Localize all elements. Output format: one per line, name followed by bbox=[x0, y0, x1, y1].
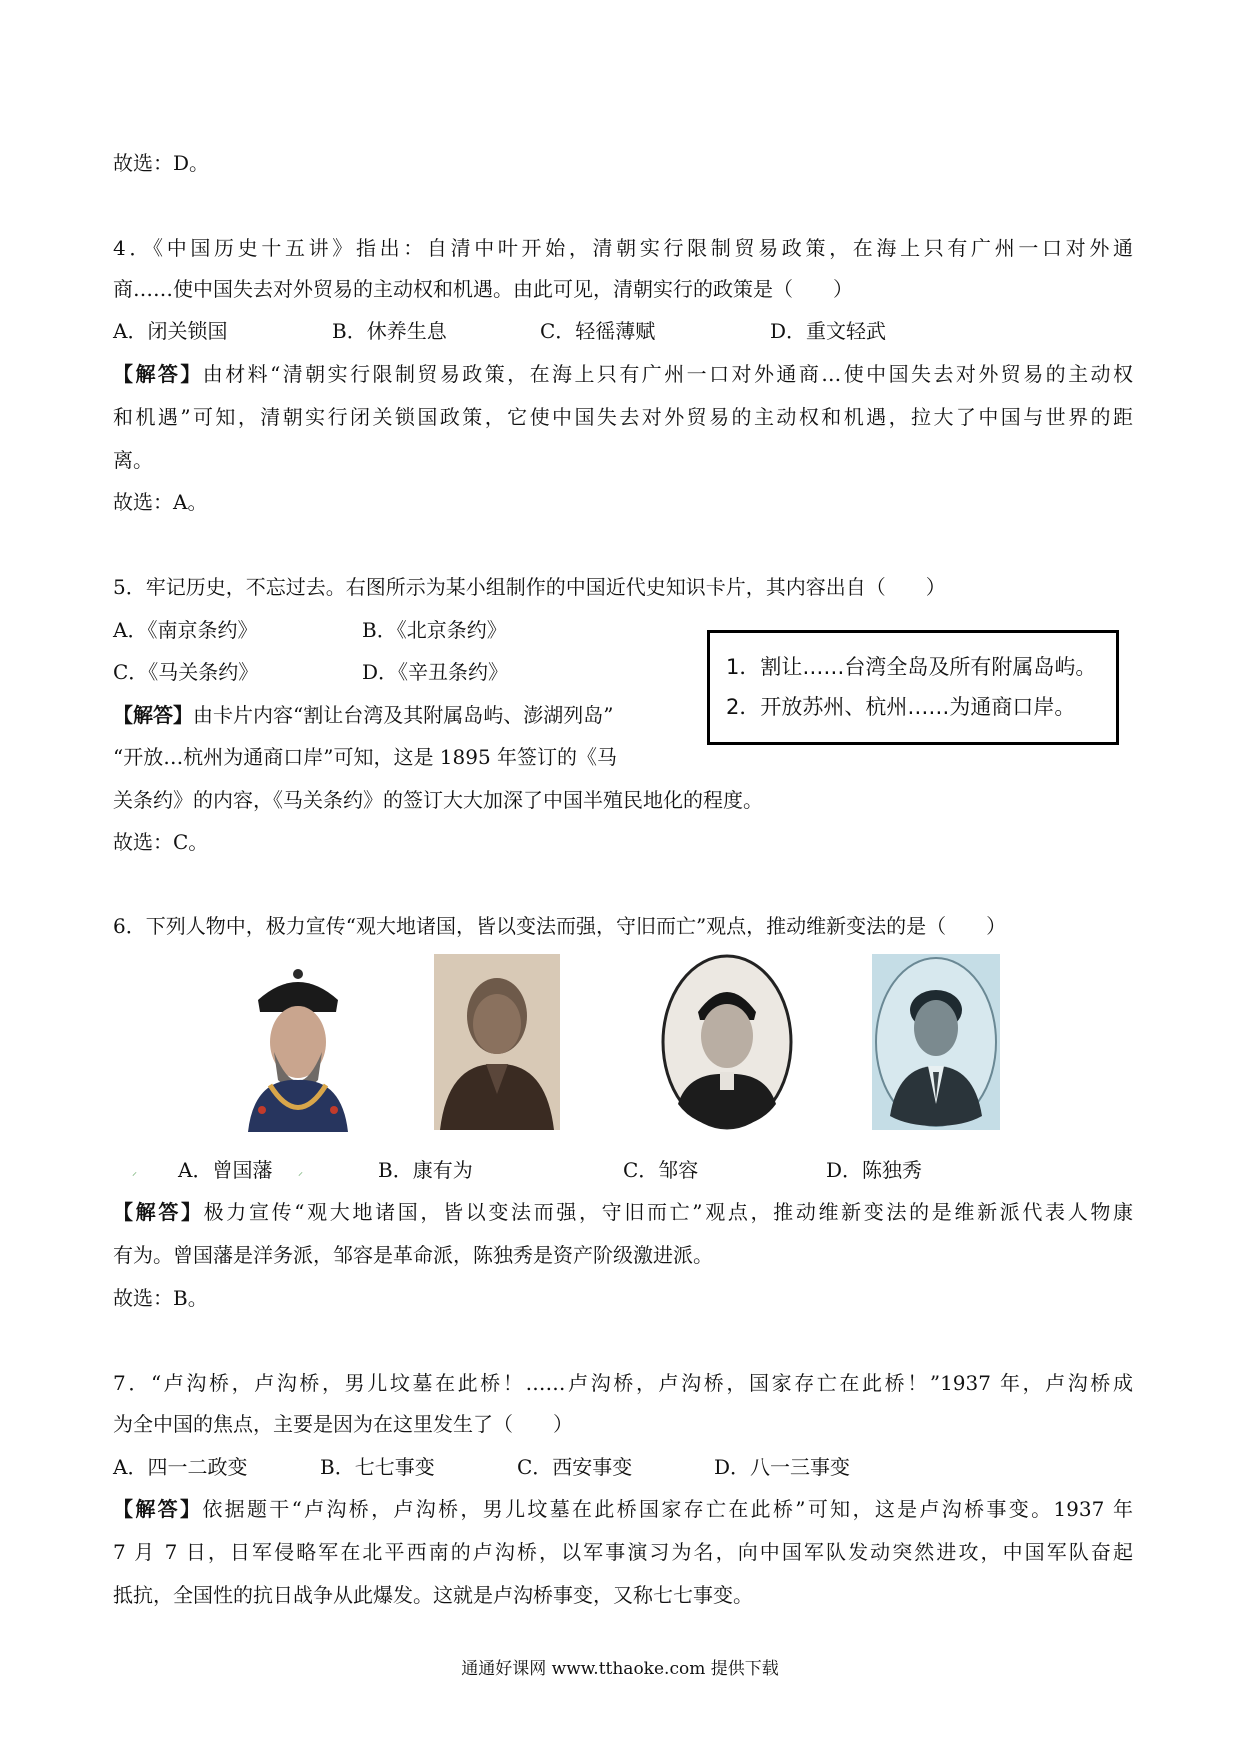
solution-tag: 【解答】 bbox=[113, 703, 193, 727]
q6-answer: 故选：B。 bbox=[113, 1286, 208, 1310]
q7-solution-text: 依据题干“卢沟桥，卢沟桥，男儿坟墓在此桥国家存亡在此桥”可知，这是卢沟桥事变。1937 年 bbox=[202, 1497, 1133, 1521]
q5-stem-line1: 5．牢记历史，不忘过去。右图所示为某小组制作的中国近代史知识卡片，其内容出自（ ） bbox=[113, 575, 946, 599]
q7-solution-line2: 7 月 7 日，日军侵略军在北平西南的卢沟桥，以军事演习为名，向中国军队发动突然进攻，中国军队奋起 bbox=[113, 1540, 1133, 1564]
q7-stem-line1: 7．“卢沟桥，卢沟桥，男儿坟墓在此桥！……卢沟桥，卢沟桥，国家存亡在此桥！”1937 年，卢沟桥成 bbox=[113, 1371, 1133, 1395]
q4-stem-line1: 4．《中国历史十五讲》指出：自清中叶开始，清朝实行限制贸易政策，在海上只有广州一口对外通 bbox=[113, 236, 1133, 260]
q5-answer: 故选：C。 bbox=[113, 830, 209, 854]
q5-solution-line3: 关条约》的内容，《马关条约》的签订大大加深了中国半殖民地化的程度。 bbox=[113, 788, 763, 812]
portrait-zeng-guofan bbox=[240, 960, 356, 1132]
q7-stem-line2: 为全中国的焦点，主要是因为在这里发生了（ ） bbox=[113, 1412, 573, 1436]
q4-option-b: B．休养生息 bbox=[332, 319, 447, 343]
q5-option-d: D．《辛丑条约》 bbox=[362, 660, 509, 684]
solution-tag: 【解答】 bbox=[113, 362, 203, 386]
q4-solution-line2: 和机遇”可知，清朝实行闭关锁国政策，它使中国失去对外贸易的主动权和机遇，拉大了中国与世界的距 bbox=[113, 405, 1133, 429]
history-knowledge-card bbox=[707, 630, 1119, 745]
q7-option-b: B．七七事变 bbox=[320, 1455, 435, 1479]
q4-solution-text: 由材料“清朝实行限制贸易政策，在海上只有广州一口对外通商…使中国失去对外贸易的主动权 bbox=[202, 362, 1133, 386]
solution-tag: 【解答】 bbox=[113, 1200, 204, 1224]
q7-option-d: D．八一三事变 bbox=[714, 1455, 851, 1479]
q6-option-b: B．康有为 bbox=[378, 1158, 473, 1182]
q5-solution-text: 由卡片内容“割让台湾及其附属岛屿、澎湖列岛” bbox=[193, 703, 614, 727]
q7-solution-line1 bbox=[113, 1497, 1133, 1521]
q5-option-c: C．《马关条约》 bbox=[113, 660, 259, 684]
page-footer: 通通好课网 www.tthaoke.com 提供下载 bbox=[461, 1659, 779, 1679]
q4-option-d: D．重文轻武 bbox=[770, 319, 887, 343]
q6-option-d: D．陈独秀 bbox=[826, 1158, 923, 1182]
q6-solution-line1 bbox=[113, 1200, 1133, 1224]
q6-solution-text: 极力宣传“观大地诸国，皆以变法而强，守旧而亡”观点，推动维新变法的是维新派代表人物康 bbox=[203, 1200, 1134, 1224]
q6-solution-line2: 有为。曾国藩是洋务派，邹容是革命派，陈独秀是资产阶级激进派。 bbox=[113, 1243, 713, 1267]
q5-option-b: B．《北京条约》 bbox=[362, 618, 507, 642]
answer-previous: 故选：D。 bbox=[113, 151, 210, 175]
solution-tag: 【解答】 bbox=[113, 1497, 203, 1521]
q4-answer: 故选：A。 bbox=[113, 490, 208, 514]
card-item-2: 2．开放苏州、杭州……为通商口岸。 bbox=[726, 695, 1076, 719]
stray-mark: ⸝ bbox=[132, 1167, 137, 1178]
q4-stem-line2: 商……使中国失去对外贸易的主动权和机遇。由此可见，清朝实行的政策是（ ） bbox=[113, 277, 853, 301]
q6-option-c: C．邹容 bbox=[623, 1158, 699, 1182]
q4-option-a: A．闭关锁国 bbox=[113, 319, 228, 343]
q6-stem-line1: 6．下列人物中，极力宣传“观大地诸国，皆以变法而强，守旧而亡”观点，推动维新变法的是（ ） bbox=[113, 914, 1007, 938]
q7-option-c: C．西安事变 bbox=[517, 1455, 633, 1479]
card-item-1: 1．割让……台湾全岛及所有附属岛屿。 bbox=[726, 655, 1097, 679]
q5-solution-line1 bbox=[113, 703, 613, 727]
q4-solution-line3: 离。 bbox=[113, 448, 153, 472]
portrait-kang-youwei bbox=[434, 954, 560, 1130]
q7-option-a: A．四一二政变 bbox=[113, 1455, 248, 1479]
q4-option-c: C．轻徭薄赋 bbox=[540, 319, 656, 343]
q6-option-a: A．曾国藩 bbox=[178, 1158, 273, 1182]
q4-solution-line1 bbox=[113, 362, 1133, 386]
q5-option-a: A．《南京条约》 bbox=[113, 618, 258, 642]
q5-solution-line2: “开放…杭州为通商口岸”可知，这是 1895 年签订的《马 bbox=[113, 745, 618, 769]
q7-solution-line3: 抵抗，全国性的抗日战争从此爆发。这就是卢沟桥事变，又称七七事变。 bbox=[113, 1583, 753, 1607]
stray-mark: ⸝ bbox=[298, 1167, 303, 1178]
portrait-zou-rong bbox=[660, 954, 795, 1130]
portrait-chen-duxiu bbox=[872, 954, 1000, 1130]
